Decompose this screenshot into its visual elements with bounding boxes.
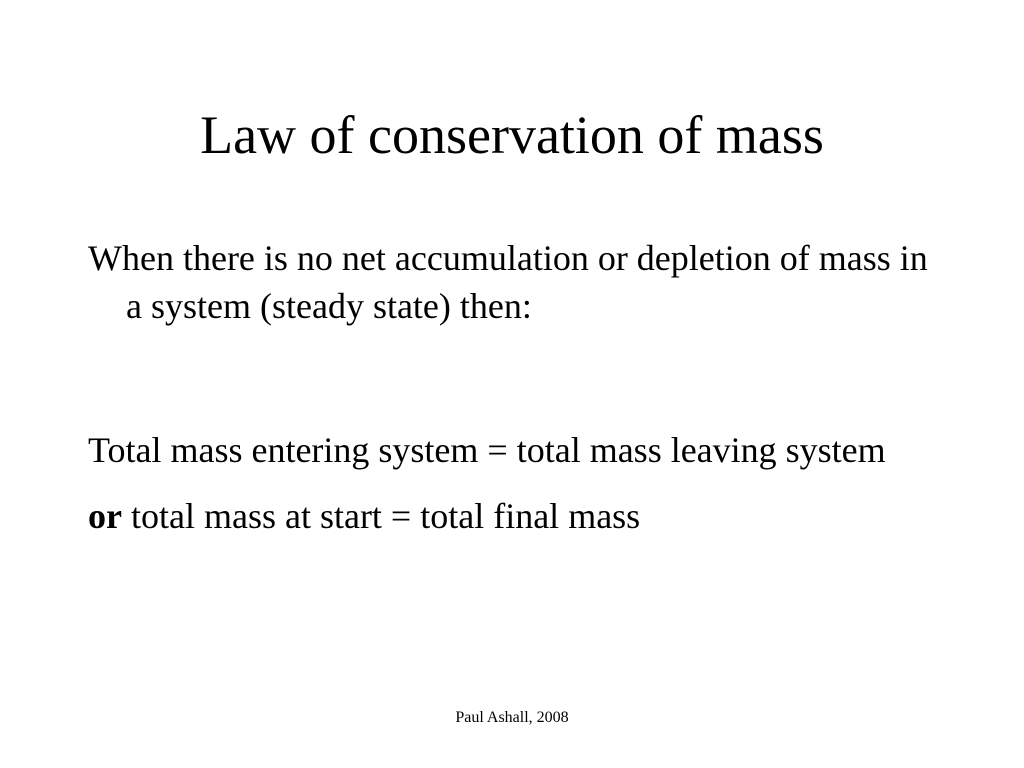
slide-footer: Paul Ashall, 2008 <box>455 709 569 726</box>
slide-body <box>88 234 938 540</box>
alternative-text: total mass at start = total final mass <box>121 496 641 536</box>
bold-or: or <box>88 496 122 536</box>
paragraph-steady-state: When there is no net accumulation or depletion of mass in a system (steady state) then: <box>88 238 928 326</box>
paragraph-mass-balance: Total mass entering system = total mass leaving system <box>88 430 886 470</box>
paragraph-alternative <box>88 492 938 540</box>
slide-title: Law of conservation of mass <box>200 105 824 165</box>
